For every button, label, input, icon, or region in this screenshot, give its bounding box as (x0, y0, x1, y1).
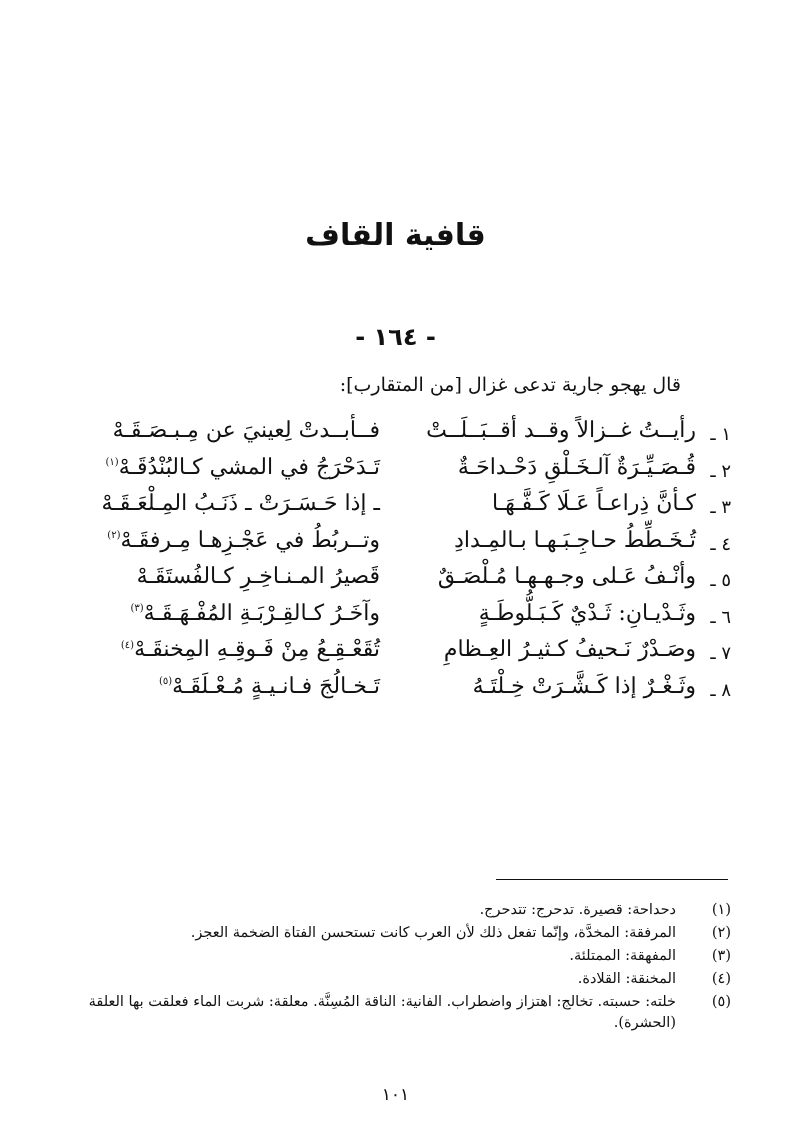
verse-second-text: وآخَـرُ كـالقِـرْبَـةِ المُفْـهَـقَـهْ (143, 600, 380, 626)
verse-first-hemistich: وأنْـفُ عَـلى وجـهـهـا مُـلْصَـقٌ (437, 564, 696, 589)
verse-number: ٥ ـ (710, 570, 731, 591)
page-number: ١٠١ (381, 1085, 410, 1105)
footnote-text: خلته: حسبته. تخالج: اهتزاز واضطراب. الفانية: الناقة المُسِنَّة. معلقة: شربت الماء فعلقت بها العلقة (الحشرة). (88, 994, 676, 1031)
verse-second-text: قَصيرُ المـنـاخِـرِ كـالفُستَقَـهْ (136, 564, 380, 589)
footnote (60, 923, 731, 946)
verse-line (0, 418, 791, 455)
footnote-text: المفهقة: الممتلئة. (569, 948, 676, 964)
verse-second-hemistich (50, 491, 380, 516)
verse-number: ١ ـ (710, 424, 731, 445)
verse-first-hemistich: وصَـدْرٌ نَـحيفُ كـثيـرُ العِـظامِ (443, 637, 696, 662)
verse-line (0, 637, 791, 674)
verse-first-hemistich: تُـخَـطِّطُ حـاجِـبَـهـا بـالمِـدادِ (454, 527, 696, 553)
footnote-marker: (١) (105, 457, 119, 469)
verse-second-hemistich (50, 528, 380, 553)
section-title: قافية القاف (305, 218, 486, 253)
poem-number: - ١٦٤ - (355, 323, 436, 351)
footnote-text: المرفقة: المخدَّة، وإنّما تفعل ذلك لأن العرب كانت تستحسن الفتاة الضخمة العجز. (190, 925, 676, 941)
verse-second-hemistich (50, 637, 380, 662)
footnote-divider (496, 879, 728, 880)
verse-second-text: ـ إذا حَـسَـرَتْ ـ ذَنَـبُ المِـلْعَـقَـهْ (101, 491, 380, 516)
footnote-number: (١) (711, 902, 731, 918)
footnote-text: المخنقة: القلادة. (577, 971, 676, 987)
verse-line (0, 455, 791, 492)
verse-second-hemistich (50, 601, 380, 626)
verse-second-text: تَـخـالُجَ فـانـيـةٍ مُـعْـلَقَـهْ (172, 673, 380, 699)
verse-number: ٤ ـ (710, 533, 731, 555)
verse-first-hemistich: وثَـغْـرٌ إذا كَـشَّـرَتْ خِـلْتَـهُ (472, 673, 696, 699)
footnote-text: دحداحة: قصيرة. تدحرج: تتدحرج. (479, 902, 676, 918)
footnote (60, 900, 731, 923)
verse-second-hemistich (50, 674, 380, 699)
footnote (60, 992, 731, 1034)
verse-second-hemistich (50, 418, 380, 443)
footnote-marker: (٤) (120, 639, 135, 651)
verse-second-hemistich (50, 564, 380, 589)
footnotes (60, 900, 731, 1034)
verse-second-text: وتــربُطُ في عَجْـزِهـا مِـرفقَـهْ (120, 527, 380, 553)
footnote-number: (٥) (711, 994, 731, 1010)
verse-second-text: فــأبــدتْ لِعينيَ عن مِـبـصَـقَـهْ (112, 418, 380, 443)
verse-number: ٢ ـ (710, 460, 731, 482)
footnote (60, 969, 731, 992)
verse-line (0, 601, 791, 638)
verse-number: ٣ ـ (710, 497, 731, 518)
poem-intro: قال يهجو جارية تدعى غزال [من المتقارب]: (339, 374, 681, 396)
verse-line (0, 564, 791, 601)
verse-line (0, 528, 791, 565)
verse-second-text: تُقَعْـقِـعُ مِنْ فَـوقِـهِ المِخنقَـهْ (134, 637, 380, 662)
footnote-marker: (٢) (107, 530, 121, 542)
verse-first-hemistich: وثَـدْيـانِ: ثَـدْيٌ كَـبَـلُّوطَـةٍ (478, 600, 696, 626)
footnote-marker: (٥) (158, 676, 173, 688)
verse-second-text: تَـدَحْرَجُ في المشي كـالبُنْدُقَـهْ (118, 454, 380, 480)
verse-first-hemistich: رأيــتُ غــزالاً وقــد أقــبَــلَــتْ (426, 418, 696, 443)
footnote-number: (٤) (711, 971, 731, 987)
footnote-number: (٣) (711, 948, 731, 964)
verse-line (0, 674, 791, 711)
verse-number: ٨ ـ (710, 679, 731, 701)
verse-number: ٦ ـ (710, 606, 731, 628)
footnote (60, 946, 731, 969)
footnote-number: (٢) (711, 925, 731, 941)
verse-first-hemistich: قُـصَـيِّـرَةٌ آلـخَـلْقِ دَحْـداحَـةٌ (457, 454, 696, 480)
verse-number: ٧ ـ (710, 643, 731, 664)
poem-verses (0, 418, 791, 710)
verse-first-hemistich: كـأنَّ ذِراعـاً عَـلَا كَـفَّـهَـا (491, 491, 696, 516)
footnote-marker: (٣) (130, 603, 144, 615)
verse-line (0, 491, 791, 528)
verse-second-hemistich (50, 455, 380, 480)
